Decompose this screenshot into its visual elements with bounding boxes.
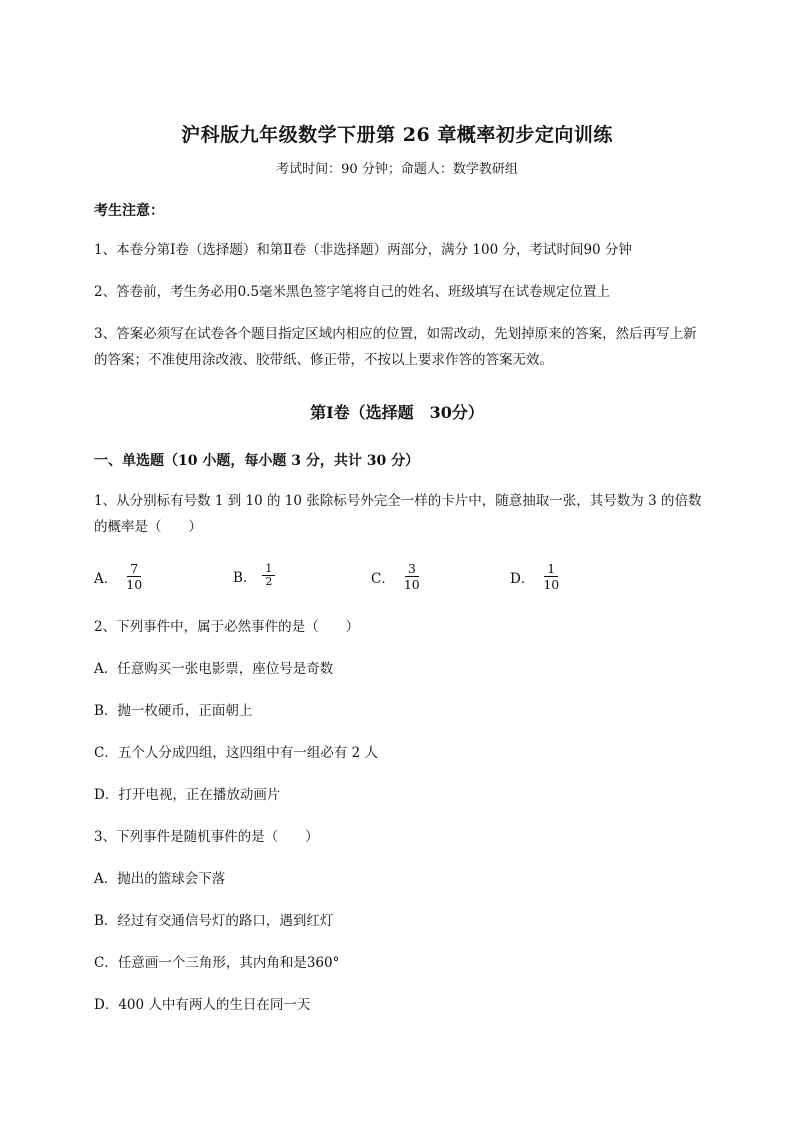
option-label: A． [94,570,118,587]
question-3-option-c: C．任意画一个三角形，其内角和是360° [94,955,340,971]
question-3-stem: 3、下列事件是随机事件的是（ ） [94,829,319,845]
numerator: 1 [544,561,558,577]
numerator: 1 [262,563,275,576]
option-label: B． [233,569,257,586]
notice-heading: 考生注意： [94,203,164,219]
question-1-stem-cont: 的概率是（ ） [94,519,202,535]
question-1-option-a [94,561,145,592]
question-2-option-c: C．五个人分成四组，这四组中有一组必有 2 人 [94,745,379,761]
numerator: 7 [127,561,141,577]
fraction [540,561,562,592]
question-3-option-d: D．400 人中有两人的生日在同一天 [94,997,311,1013]
numerator: 3 [405,561,419,577]
option-label: D． [510,570,535,587]
part-title: 第Ⅰ卷（选择题 30分） [310,403,484,422]
question-1-option-d [510,561,562,592]
notice-item-3: 3、答案必须写在试卷各个题目指定区域内相应的位置，如需改动，先划掉原来的答案，然后再写上新 [94,326,697,342]
question-3-option-b: B．经过有交通信号灯的路口，遇到红灯 [94,913,334,929]
section-heading: 一、单选题（10 小题，每小题 3 分，共计 30 分） [94,453,420,469]
question-1-stem: 1、从分别标有号数 1 到 10 的 10 张除标号外完全一样的卡片中，随意抽取一张，其号数为 3 的倍数 [94,493,702,509]
notice-item-2: 2、答卷前，考生务必用0.5毫米黑色签字笔将自己的姓名、班级填写在试卷规定位置上 [94,284,611,300]
question-2-option-b: B．抛一枚硬币，正面朝上 [94,703,253,719]
question-2-stem: 2、下列事件中，属于必然事件的是（ ） [94,619,360,635]
page-title: 沪科版九年级数学下册第 26 章概率初步定向训练 [181,124,613,146]
question-1-option-b [233,563,275,588]
question-2-option-d: D．打开电视，正在播放动画片 [94,787,281,803]
option-label: C． [371,570,395,587]
question-2-option-a: A．任意购买一张电影票，座位号是奇数 [94,661,334,677]
fraction [123,561,145,592]
denominator: 2 [265,575,273,588]
denominator: 10 [403,577,420,592]
question-3-option-a: A．抛出的篮球会下落 [94,871,226,887]
denominator: 10 [126,577,143,592]
question-1-option-c [371,561,423,592]
exam-info: 考试时间：90 分钟；命题人：数学教研组 [276,162,518,177]
notice-item-3-cont: 的答案；不准使用涂改液、胶带纸、修正带，不按以上要求作答的答案无效。 [94,352,553,368]
fraction [401,561,423,592]
denominator: 10 [543,577,560,592]
notice-item-1: 1、本卷分第Ⅰ卷（选择题）和第Ⅱ卷（非选择题）两部分，满分 100 分，考试时间90 分钟 [94,242,632,258]
fraction [262,563,275,588]
